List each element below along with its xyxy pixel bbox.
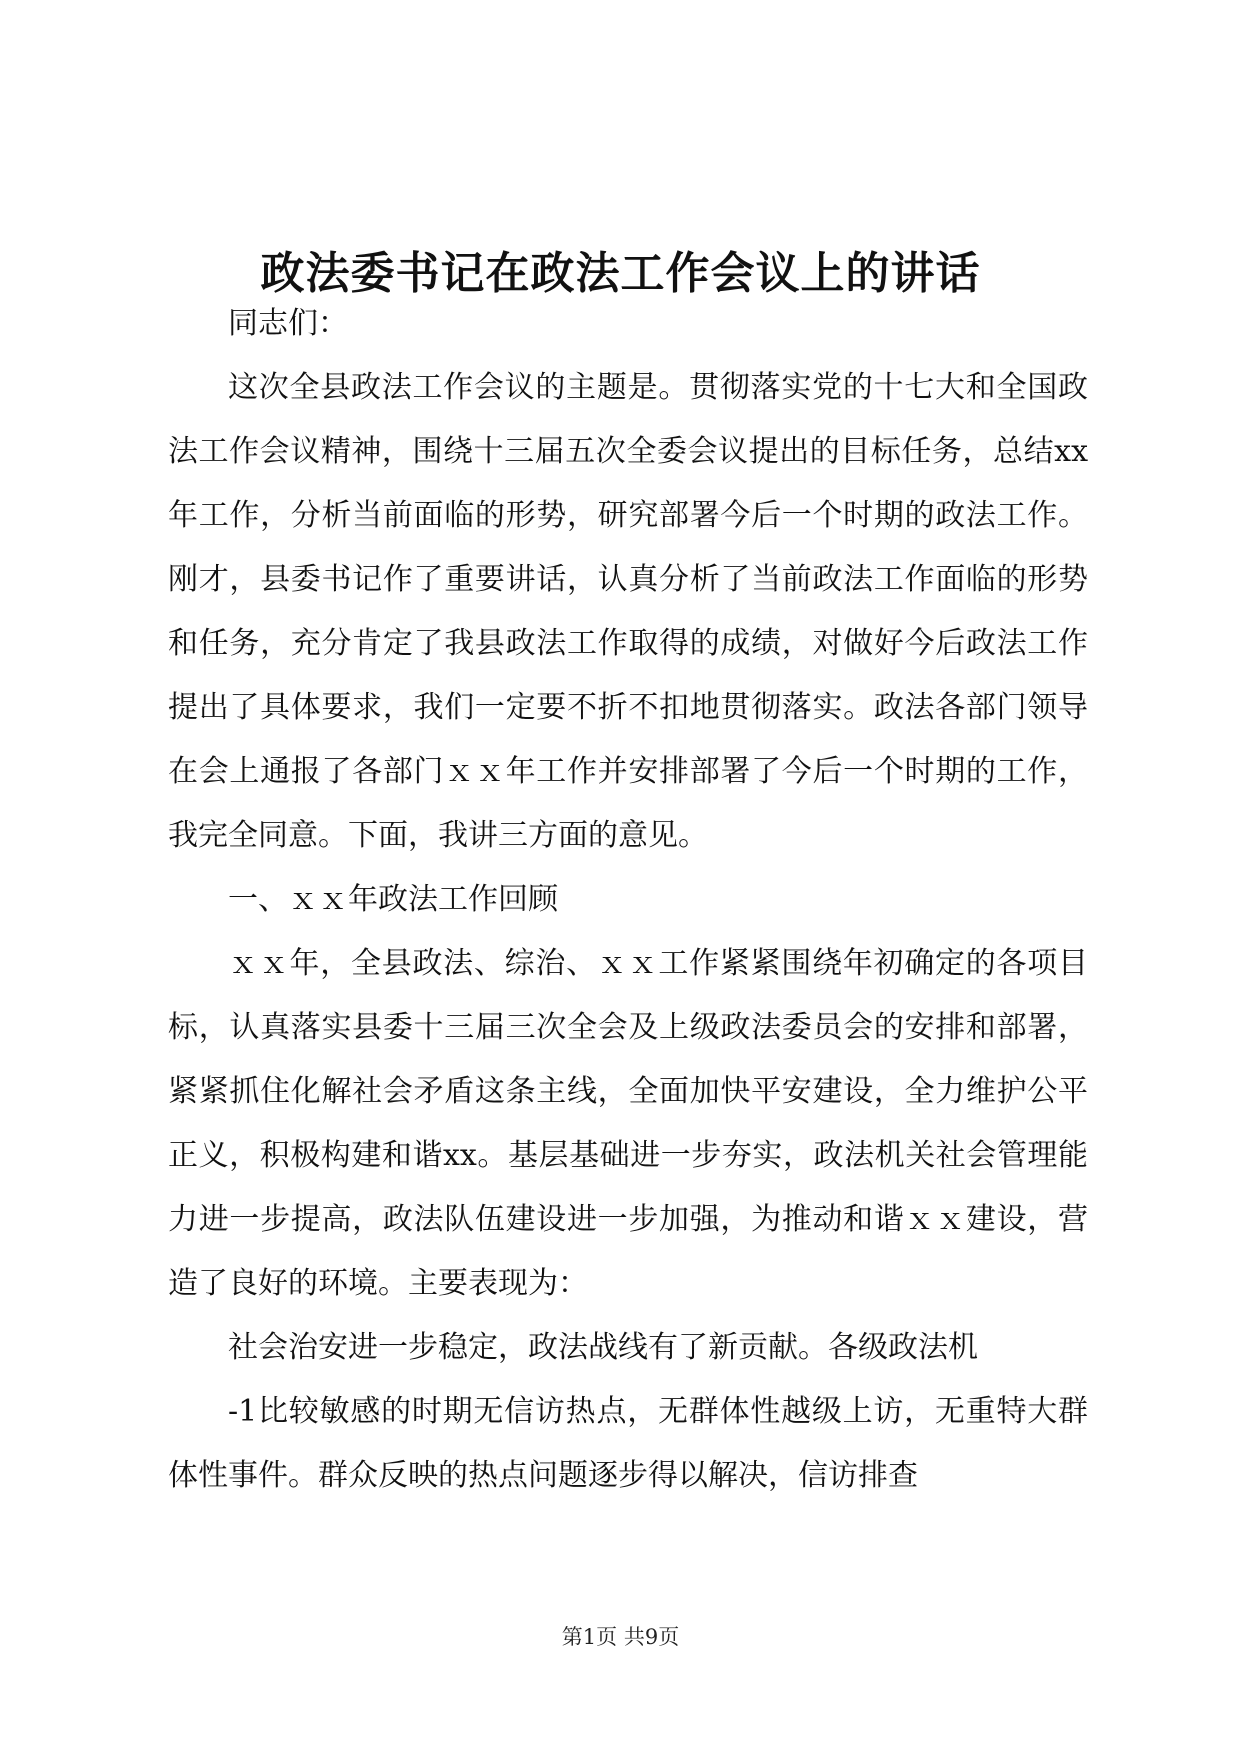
salutation: 同志们： xyxy=(228,306,348,341)
section-heading: 一、ｘｘ年政法工作回顾 xyxy=(228,882,558,917)
security-paragraph: 社会治安进一步稳定，政法战线有了新贡献。各级政法机 xyxy=(228,1330,978,1365)
document-title: 政法委书记在政法工作会议上的讲话 xyxy=(260,248,981,300)
document-body xyxy=(168,292,1088,1508)
petition-paragraph: -1比较敏感的时期无信访热点，无群体性越级上访，无重特大群体性事件。群众反映的热点问题逐步得以解决，信访排查 xyxy=(168,1394,1088,1493)
review-paragraph: ｘｘ年，全县政法、综治、ｘｘ工作紧紧围绕年初确定的各项目标，认真落实县委十三届三次全会及上级政法委员会的安排和部署，紧紧抓住化解社会矛盾这条主线，全面加快平安建设，全力维护公平正义，积极构建和谐xx。基层基础进一步夯实，政法机关社会管理能力进一步提高，政法队伍建设进一步加强，为推动和谐ｘｘ建设，营造了良好的环境。主要表现为： xyxy=(168,946,1088,1301)
page-number: 第1页 共9页 xyxy=(561,1625,680,1649)
intro-paragraph: 这次全县政法工作会议的主题是。贯彻落实党的十七大和全国政法工作会议精神，围绕十三届五次全委会议提出的目标任务，总结xx年工作，分析当前面临的形势，研究部署今后一个时期的政法工作。刚才，县委书记作了重要讲话，认真分析了当前政法工作面临的形势和任务，充分肯定了我县政法工作取得的成绩，对做好今后政法工作提出了具体要求，我们一定要不折不扣地贯彻落实。政法各部门领导在会上通报了各部门ｘｘ年工作并安排部署了今后一个时期的工作，我完全同意。下面，我讲三方面的意见。 xyxy=(168,370,1088,853)
